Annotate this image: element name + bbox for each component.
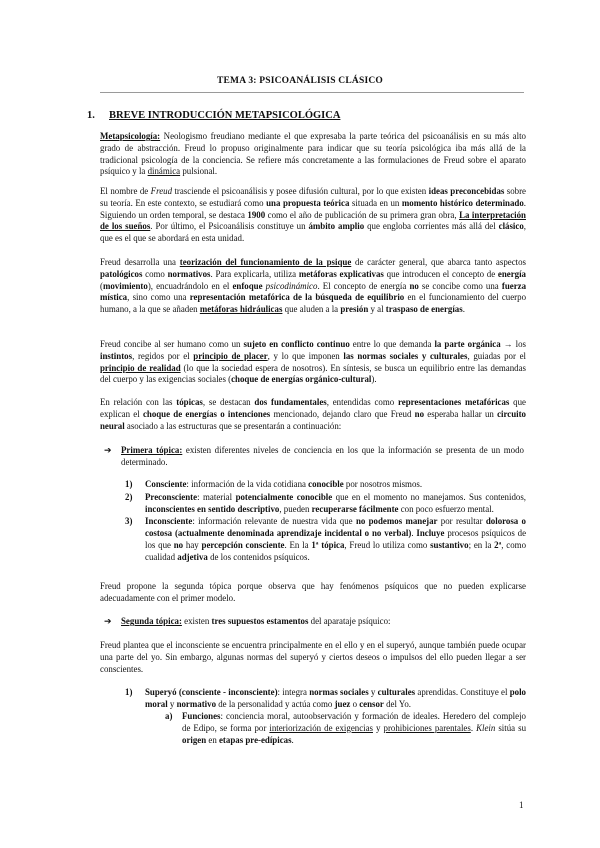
term-ideas: ideas preconcebidas [428, 186, 505, 196]
term-obra: La interpretación de los sueños [100, 209, 526, 232]
list-item [125, 516, 526, 563]
text-run: , pueden [279, 503, 312, 514]
term-funciones: Funciones [182, 711, 221, 721]
text-run: ; en la [468, 539, 495, 550]
bold-run: dolorosa o costosa (actualmente denominada aprendizaje incidental o no verbal) [145, 516, 526, 539]
text-run: Freud plantea que el inconsciente se encuentra principalmente en el ello y en el superyó, aunque también puede ocupar una parte del yo. Sin embargo, algunas normas del superyó y ciertos deseos o impulsos del ello pueden llegar a ser conscientes. [100, 640, 526, 674]
list-number: 1) [125, 687, 133, 697]
bold-run: conocible [308, 479, 344, 489]
text-run: trasciende el psicoanálisis y posee difusión cultural, por lo que existen [172, 186, 429, 196]
text-run: esperaba hallar un [424, 408, 498, 419]
bold-run: 2ª [494, 539, 502, 550]
text-run: del aparataje psíquico: [308, 616, 391, 626]
section-heading [87, 110, 340, 121]
section-number: 1. [87, 110, 95, 121]
term-teorizacion: teorización del funcionamiento de la psique [179, 257, 352, 267]
term-year: 1900 [247, 209, 266, 220]
bold-run: tres supuestos estamentos [211, 616, 309, 626]
text-run: Neologismo freudiano mediante el que expresaba la parte teórica del psicoanálisis en su más alto grado de abstracción. Freud lo propuso originalmente para indicar que su teoría psicológica iba más allá de la tradicional psicología de la conciencia. Se refiere más concretamente a las formulaciones de Freud sobre el aparato psíquico y la [100, 131, 526, 177]
item-primera-topica [104, 445, 524, 469]
paragraph-inconsciente-ubicacion [100, 640, 526, 675]
bold-run: inconscientes en sentido descriptivo [145, 503, 280, 514]
text-run: que en el momento no manejamos. Sus contenidos, [332, 491, 527, 502]
term-dinamica: dinámica [147, 166, 181, 177]
item-segunda-topica [104, 616, 524, 628]
text-run: existen [181, 616, 212, 626]
text-run: Freud propone la segunda tópica porque observa que hay fenómenos psíquicos que no pueden explicarse adecuadamente con el primer modelo. [100, 581, 526, 603]
text-run: y [368, 687, 378, 697]
term-preconsciente: Preconsciente [145, 491, 198, 502]
term-superyo: Superyó (consciente - inconsciente) [145, 687, 278, 697]
primera-topica-label: Primera tópica: [121, 445, 183, 455]
text-run: se concibe como una [418, 280, 502, 291]
bold-run: no podemos manejar [355, 516, 438, 527]
term-movimiento: movimiento [102, 280, 148, 291]
term-normas: las normas sociales y culturales [343, 350, 468, 361]
text-run: . [291, 734, 294, 745]
text-run: . Siguiendo un orden temporal, se destaca [100, 197, 527, 220]
term-energia: energía [497, 268, 526, 279]
text-run: procesos psíquicos de los que [145, 528, 527, 550]
text-run: (lo que la sociedad espera de nosotros). En síntesis, se busca un equilibrio entre las demandas del cuerpo y las exigencias sociales ( [100, 362, 526, 385]
text-run: sobre su teoría. En este contexto, se estudiará como [100, 186, 526, 208]
bold-run: normas sociales [309, 687, 369, 697]
text-run: : material [197, 491, 236, 502]
text-run: En relación con las [100, 397, 177, 407]
text-run: como el año de publicación de su primera gran obra, [265, 209, 460, 220]
term-sujeto: sujeto en conflicto continuo [243, 339, 350, 349]
text-run: ), encuadrándolo en el [147, 280, 233, 291]
text-run: . [470, 722, 477, 733]
title-divider [100, 92, 524, 93]
text-run: . El concepto de energía [317, 280, 410, 291]
text-run: que introducen el concepto de [383, 268, 498, 279]
bold-run: polo moral [145, 687, 526, 709]
text-run: de los contenidos psíquicos. [207, 551, 310, 562]
text-run: ). [371, 374, 377, 385]
term-patologicos: patológicos [100, 268, 143, 279]
term-normativos: normativos [167, 268, 211, 279]
text-run: , y lo que imponen [267, 350, 344, 361]
term-fuerza: fuerza mística [100, 280, 527, 303]
text-run: . [462, 304, 465, 315]
text-run: , que es el que se abordará en esta unidad. [100, 221, 526, 244]
paragraph-sujeto [100, 339, 526, 386]
text-run: aprendidas. Constituye el [415, 687, 510, 697]
term-ambito: ámbito amplio [308, 221, 365, 232]
text-run: , entendidas como [326, 397, 398, 407]
bold-run: no [173, 539, 184, 550]
list-number: 3) [125, 516, 133, 527]
bold-run: culturales [377, 687, 416, 697]
text-run: asociado a las estructuras que se presentarán a continuación: [124, 420, 342, 431]
text-run: situada en un [349, 197, 402, 208]
text-run: mencionado, dejando claro que Freud [270, 408, 415, 419]
arrow-right-icon: ➔ [104, 616, 112, 626]
text-run: El nombre de [100, 186, 151, 196]
bold-run: sustantivo [430, 539, 469, 550]
text-run: que aluden a la [282, 304, 341, 315]
bold-run: adjetiva [177, 551, 208, 562]
text-run: , Freud lo utiliza como [344, 539, 431, 550]
paragraph-freud-context [100, 186, 526, 245]
estamentos-list [125, 687, 526, 712]
text-run: : conciencia moral, autoobservación y formación de ideales. Heredero del complejo de Edipo, se forma por [182, 711, 526, 733]
text-run: en [206, 734, 219, 745]
bold-run: origen [182, 734, 207, 745]
text-run: o [350, 698, 360, 709]
list-number: 1) [125, 479, 133, 489]
text-run: . Por último, el Psicoanálisis constituye un [150, 221, 309, 232]
text-run: que engloba corrientes más allá del [364, 221, 499, 232]
text-run: ( [100, 280, 103, 291]
text-run: : información relevante de nuestra vida que [192, 516, 356, 527]
term-consciente: Consciente [145, 479, 187, 489]
bold-run: recuperarse fácilmente [311, 503, 399, 514]
underline-run: interiorización de exigencias [269, 722, 373, 733]
text-run: y al [368, 304, 386, 315]
text-run: y [167, 698, 177, 709]
text-run: Freud desarrolla una [100, 257, 180, 267]
text-run: del Yo. [383, 698, 412, 709]
text-run: pulsional. [180, 166, 218, 177]
text-run: como [142, 268, 168, 279]
text-run: → los [500, 339, 526, 349]
text-run: que explican el [100, 397, 526, 419]
bold-run: potencialmente conocible [235, 491, 333, 502]
list-item [125, 479, 526, 491]
bold-run: 1ª tópica [311, 539, 345, 550]
term-choque-intenciones: choque de energías o intenciones [142, 408, 271, 419]
superyo-sublist [165, 711, 526, 746]
text-run: existen diferentes niveles de conciencia en los que la información se presenta de un modo determinado. [121, 445, 524, 467]
term-no: no [409, 280, 419, 291]
bold-run: censor [359, 698, 384, 709]
list-item [125, 492, 526, 516]
paragraph-segunda-motivo [100, 581, 526, 605]
text-run: de carácter general, que abarca tanto aspectos [351, 257, 527, 267]
text-run: sitúa su [495, 722, 527, 733]
text-run: por nosotros mismos. [343, 479, 423, 489]
term-metaforas: metáforas explicativas [298, 268, 384, 279]
term-instintos: instintos [100, 350, 133, 361]
term-representacion: representación metafórica de la búsqueda de equilibrio [189, 292, 405, 303]
bold-run: normativo [176, 698, 217, 709]
text-run: de la personalidad y actúa como [216, 698, 335, 709]
text-run: , regidos por el [132, 350, 194, 361]
section-title: BREVE INTRODUCCIÓN METAPSICOLÓGICA [109, 110, 341, 121]
bold-run: Incluye [416, 528, 445, 539]
levels-list [125, 479, 526, 565]
text-run: . En la [284, 539, 312, 550]
term-representaciones: representaciones metafóricas [397, 397, 510, 407]
term-momento: momento histórico determinado [401, 197, 524, 208]
text-run: Freud concibe al ser humano como un [100, 339, 244, 349]
term-hidraulicas: metáforas hidráulicas [199, 304, 283, 315]
paragraph-metapsicologia [100, 131, 526, 178]
term-circuito: circuito neural [100, 408, 526, 431]
text-run: y [373, 722, 384, 733]
text-run: con poco esfuerzo mental. [398, 503, 494, 514]
underline-run: prohibiciones parentales [383, 722, 471, 733]
term-placer: principio de placer [193, 350, 268, 361]
text-run: en el funcionamiento del cuerpo humano, a la que se añaden [100, 292, 527, 315]
term-inconsciente: Inconsciente [145, 516, 193, 527]
document-title: TEMA 3: PSICOANÁLISIS CLÁSICO [216, 76, 383, 86]
text-run: . [411, 528, 417, 539]
text-run: entre lo que demanda [349, 339, 435, 349]
text-run: hay [183, 539, 202, 550]
term-clasico: clásico [498, 221, 524, 232]
text-run: : integra [277, 687, 310, 697]
term-propuesta: una propuesta teórica [266, 197, 350, 208]
text-run: por resultar [437, 516, 486, 527]
arrow-right-icon: ➔ [104, 445, 112, 455]
text-run: , como cualidad [145, 539, 527, 562]
term-klein: Klein [476, 722, 496, 733]
bold-run: percepción consciente [201, 539, 285, 550]
term-freud: Freud [150, 186, 173, 196]
term-realidad: principio de realidad [100, 362, 181, 373]
text-run: , guiadas por el [467, 350, 526, 361]
text-run: , se destacan [202, 397, 255, 407]
list-item [125, 687, 526, 711]
term-topicas: tópicas [176, 397, 203, 407]
term-parte: la parte orgánica [434, 339, 501, 349]
term-traspaso: traspaso de energías [385, 304, 463, 315]
term-choque: choque de energías orgánico-cultural [231, 374, 372, 385]
term-dos: dos fundamentales [254, 397, 327, 407]
bold-run: juez [334, 698, 351, 709]
term-enfoque: enfoque [232, 280, 263, 291]
page-number: 1 [519, 800, 524, 810]
paragraph-teorizacion [100, 257, 526, 316]
list-item [165, 711, 526, 746]
term-psicodinamico: psicodinámico [262, 280, 318, 291]
bold-run: etapas pre-edípicas [218, 734, 292, 745]
text-run: : información de la vida cotidiana [186, 479, 309, 489]
term-no: no [414, 408, 425, 419]
text-run: , sino como una [127, 292, 190, 303]
list-number: 2) [125, 491, 133, 502]
paragraph-topicas [100, 397, 526, 432]
term-presion: presión [340, 304, 369, 315]
term-metapsicologia: Metapsicología: [100, 131, 161, 141]
text-run: . Para explicarla, utiliza [210, 268, 299, 279]
segunda-topica-label: Segunda tópica: [121, 616, 182, 626]
list-letter: a) [165, 711, 173, 721]
